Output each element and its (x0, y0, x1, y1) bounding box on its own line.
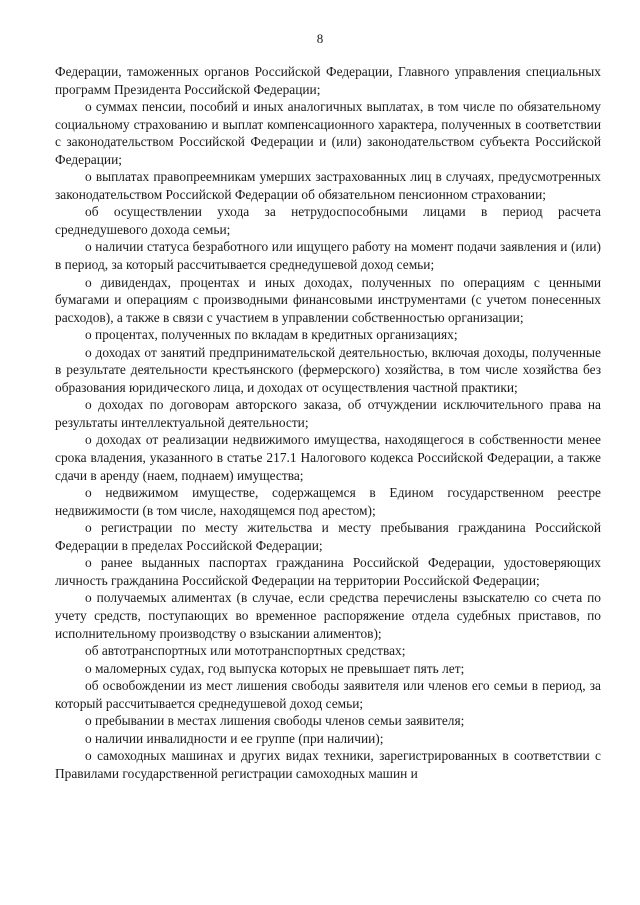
paragraph: о ранее выданных паспортах гражданина Российской Федерации, удостоверяющих личность гражданина Российской Федерации на территории Российской Федерации; (55, 555, 601, 588)
paragraph: о регистрации по месту жительства и месту пребывания гражданина Российской Федерации в пределах Российской Федерации; (55, 520, 601, 553)
paragraph: о недвижимом имуществе, содержащемся в Едином государственном реестре недвижимости (в том числе, находящемся под арестом); (55, 485, 601, 518)
paragraph: о суммах пенсии, пособий и иных аналогичных выплатах, в том числе по обязательному социальному страхованию и выплат компенсационного характера, полученных в соответствии с законодательством Российской Федерации и (или) законодательством субъекта Российской Федерации; (55, 99, 601, 167)
paragraph: о процентах, полученных по вкладам в кредитных организациях; (85, 327, 458, 343)
paragraph: о выплатах правопреемникам умерших застрахованных лиц в случаях, предусмотренных законодательством Российской Федерации об обязательном пенсионном страховании; (55, 169, 601, 202)
paragraph: о получаемых алиментах (в случае, если средства перечислены взыскателю со счета по учету средств, поступающих во временное распоряжение отдела судебных приставов, по исполнительному производству о взыскании алиментов); (55, 590, 601, 641)
paragraph: об автотранспортных или мототранспортных средствах; (85, 643, 406, 659)
paragraph: о маломерных судах, год выпуска которых не превышает пять лет; (85, 660, 465, 676)
paragraph: о доходах по договорам авторского заказа, об отчуждении исключительного права на результаты интеллектуальной деятельности; (55, 397, 601, 430)
paragraph: Федерации, таможенных органов Российской Федерации, Главного управления специальных программ Президента Российской Федерации; (55, 64, 601, 97)
document-body (55, 63, 601, 782)
paragraph: о доходах от реализации недвижимого имущества, находящегося в собственности менее срока владения, указанного в статье 217.1 Налогового кодекса Российской Федерации, а также сдачи в аренду (наем, поднаем) имущества; (55, 432, 601, 483)
paragraph: о наличии статуса безработного или ищущего работу на момент подачи заявления и (или) в период, за который рассчитывается среднедушевой доход семьи; (55, 239, 601, 273)
paragraph: о самоходных машинах и других видах техники, зарегистрированных в соответствии с Правилами государственной регистрации самоходных машин и (55, 748, 601, 781)
page-number: 8 (316, 31, 324, 46)
paragraph: о наличии инвалидности и ее группе (при наличии); (85, 730, 384, 746)
paragraph: об осуществлении ухода за нетрудоспособными лицами в период расчета среднедушевого дохода семьи; (55, 204, 601, 237)
paragraph: о доходах от занятий предпринимательской деятельностью, включая доходы, полученные в результате деятельности крестьянского (фермерского) хозяйства, в том числе хозяйства без образования юридического лица, и доходах от осуществления частной практики; (55, 344, 601, 395)
paragraph: о дивидендах, процентах и иных доходах, полученных по операциям с ценными бумагами и операциям с производными финансовыми инструментами (с учетом понесенных расходов), а также в связи с участием в управлении собственностью организации; (55, 274, 601, 325)
paragraph: об освобождении из мест лишения свободы заявителя или членов его семьи в период, за который рассчитывается среднедушевой доход семьи; (55, 678, 601, 711)
paragraph: о пребывании в местах лишения свободы членов семьи заявителя; (85, 713, 465, 729)
